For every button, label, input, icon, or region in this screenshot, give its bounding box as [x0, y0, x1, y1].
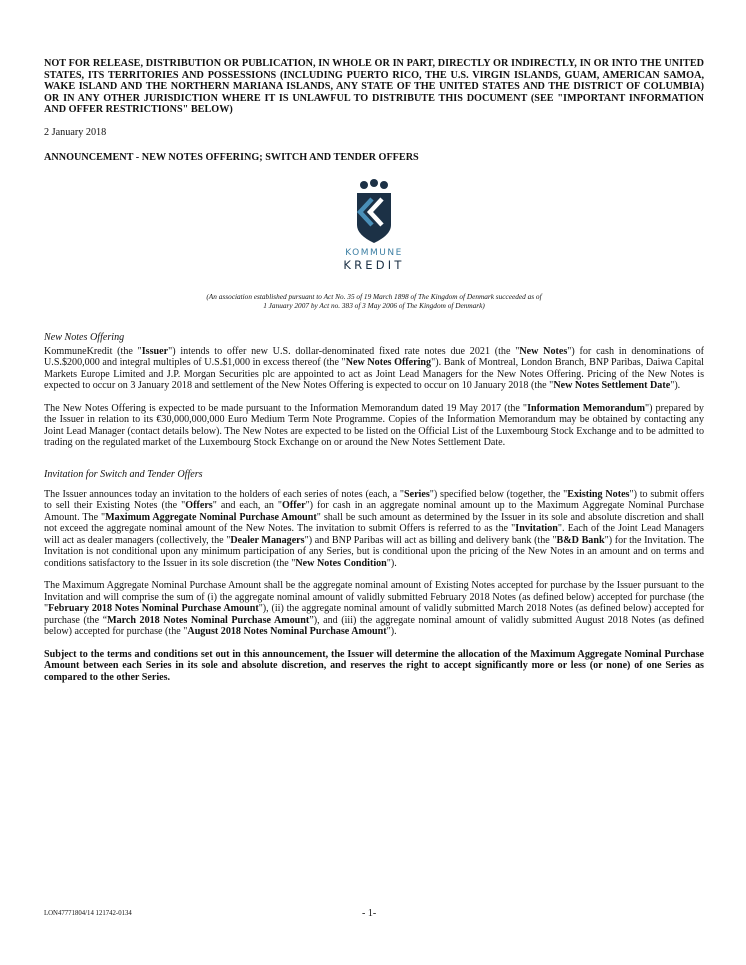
logo-text-kredit: KREDIT	[343, 257, 405, 272]
logo-text-kommune: KOMMUNE	[345, 247, 403, 258]
page-number: - 1-	[362, 908, 377, 919]
page-footer	[44, 908, 704, 922]
invitation-heading: Invitation for Switch and Tender Offers	[44, 468, 203, 480]
document-page	[44, 58, 704, 683]
distribution-restriction-notice: NOT FOR RELEASE, DISTRIBUTION OR PUBLICATION, IN WHOLE OR IN PART, DIRECTLY OR INDIRECTLY, IN OR INTO THE UNITED STATES, ITS TERRITORIES AND POSSESSIONS (INCLUDING PUERTO RICO, THE U.S. VIRGIN ISLANDS, GUAM, AMERICAN SAMOA, WAKE ISLAND AND THE NORTHERN MARIANA ISLANDS, ANY STATE OF THE UNITED STATES AND THE DISTRICT OF COLUMBIA) OR IN ANY OTHER JURISDICTION WHERE IT IS UNLAWFUL TO DISTRIBUTE THIS DOCUMENT (SEE "IMPORTANT INFORMATION AND OFFER RESTRICTIONS" BELOW)	[44, 58, 704, 116]
kommunekredit-logo	[44, 179, 704, 272]
invitation-paragraph-1: The Issuer announces today an invitation to the holders of each series of notes (each, a "Series") specified below (together, the "Existing Notes") to submit offers to sell their Existing Notes (the "Offers" and each, an "Offer") for cash in an aggregate nominal amount up to the Maximum Aggregate Nominal Purchase Amount. The "Maximum Aggregate Nominal Purchase Amount" shall be such amount as determined by the Issuer in its sole and absolute discretion and shall not exceed the aggregate nominal amount of the New Notes. The invitation to submit Offers is referred to as the "Invitation". Each of the Joint Lead Managers will act as dealer managers (collectively, the "Dealer Managers") and BNP Paribas will act as billing and delivery bank (the "B&D Bank") for the Invitation. The Invitation is not conditional upon any minimum participation of any Series, but is conditional upon the pricing of the New Notes in an amount and on terms and conditions satisfactory to the Issuer in its sole discretion (the "New Notes Condition").	[44, 488, 704, 569]
allocation-paragraph: Subject to the terms and conditions set out in this announcement, the Issuer will determine the allocation of the Maximum Aggregate Nominal Purchase Amount between each Series in its sole and absolute discretion, and reserves the right to accept significantly more or less (or none) of one Series as compared to the other Series.	[44, 648, 704, 683]
new-notes-paragraph-2: The New Notes Offering is expected to be made pursuant to the Information Memorandum dated 19 May 2017 (the "Information Memorandum") prepared by the Issuer in relation to its €30,000,000,000 Euro Medium Term Note Programme. Copies of the Information Memorandum may be obtained by contacting any Joint Lead Manager (contact details below). The New Notes are expected to be listed on the Official List of the Luxembourg Stock Exchange and to be admitted to trading on the regulated market of the Luxembourg Stock Exchange on or around the New Notes Settlement Date.	[44, 402, 704, 449]
new-notes-offering-heading: New Notes Offering	[44, 331, 125, 343]
association-line: 1 January 2007 by Act no. 383 of 3 May 2006 of The Kingdom of Denmark)	[263, 301, 485, 311]
announcement-date: 2 January 2018	[44, 126, 107, 138]
kommunekredit-emblem-icon	[352, 179, 396, 245]
new-notes-paragraph-1: KommuneKredit (the "Issuer") intends to offer new U.S. dollar-denominated fixed rate notes due 2021 (the "New Notes") for cash in denominations of U.S.$200,000 and integral multiples of U.S.$1,000 in excess thereof (the "New Notes Offering"). Bank of Montreal, London Branch, BNP Paribas, Daiwa Capital Markets Europe Limited and J.P. Morgan Securities plc are appointed to act as Joint Lead Managers for the New Notes Offering. Pricing of the New Notes is expected to occur on 3 January 2018 and settlement of the New Notes Offering is expected to occur on 10 January 2018 (the "New Notes Settlement Date").	[44, 345, 704, 392]
association-note	[44, 292, 704, 311]
invitation-paragraph-2: The Maximum Aggregate Nominal Purchase Amount shall be the aggregate nominal amount of Existing Notes accepted for purchase by the Issuer pursuant to the Invitation and will comprise the sum of (i) the aggregate nominal amount of validly submitted February 2018 Notes (as defined below) accepted for purchase (the "February 2018 Notes Nominal Purchase Amount"), (ii) the aggregate nominal amount of validly submitted March 2018 Notes (as defined below) accepted for purchase (the “March 2018 Notes Nominal Purchase Amount”), and (iii) the aggregate nominal amount of validly submitted August 2018 Notes (as defined below) accepted for purchase (the "August 2018 Notes Nominal Purchase Amount").	[44, 580, 705, 638]
association-line: (An association established pursuant to Act No. 35 of 19 March 1898 of The Kingdom of Denmark succeeded as of	[206, 291, 542, 301]
announcement-title: ANNOUNCEMENT - NEW NOTES OFFERING; SWITCH AND TENDER OFFERS	[44, 151, 419, 163]
document-reference: LON47771804/14 121742-0134	[44, 910, 132, 917]
